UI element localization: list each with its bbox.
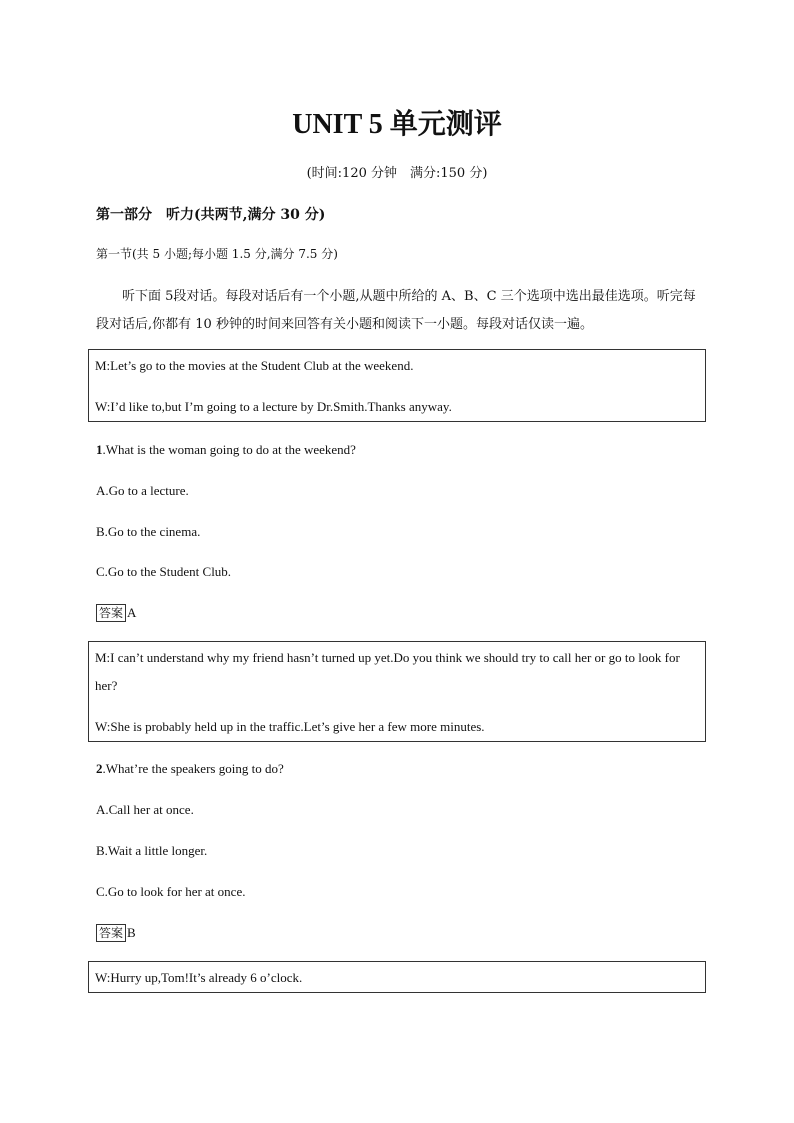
answer-label: 答案: [96, 604, 126, 622]
dialogue-box: [88, 349, 706, 422]
dialogue-line: W:She is probably held up in the traffic.Let’s give her a few more minutes.: [95, 719, 485, 734]
option-b: B.Go to the cinema.: [96, 524, 201, 539]
answer-row: [96, 604, 136, 622]
question-number: 1: [96, 442, 103, 457]
option-b: B.Wait a little longer.: [96, 843, 208, 858]
answer-value: B: [127, 925, 136, 940]
dialogue-line: W:Hurry up,Tom!It’s already 6 o’clock.: [95, 970, 303, 985]
listening-instructions: 听下面 5段对话。每段对话后有一个小题,从题中所给的 A、B、C 三个选项中选出最佳选项。听完每段对话后,你都有 10 秒钟的时间来回答有关小题和阅读下一小题。每段对话仅读一遍。: [96, 289, 696, 332]
section-one-heading: 第一节(共 5 小题;每小题 1.5 分,满分 7.5 分): [96, 247, 338, 261]
option-a: A.Call her at once.: [96, 802, 194, 817]
option-c: C.Go to look for her at once.: [96, 884, 246, 899]
option-a: A.Go to a lecture.: [96, 483, 189, 498]
question-text: .What is the woman going to do at the weekend?: [102, 442, 356, 457]
dialogue-box: [88, 961, 706, 993]
answer-row: [96, 924, 136, 942]
question-item: [96, 442, 356, 458]
question-text: .What’re the speakers going to do?: [102, 761, 284, 776]
answer-label: 答案: [96, 924, 126, 942]
question-item: [96, 761, 284, 777]
dialogue-line: M:Let’s go to the movies at the Student Club at the weekend.: [95, 358, 414, 373]
answer-value: A: [127, 605, 137, 620]
option-c: C.Go to the Student Club.: [96, 564, 232, 579]
part-one-heading: 第一部分 听力(共两节,满分 30 分): [96, 207, 326, 223]
question-number: 2: [96, 761, 103, 776]
exam-time-and-score: (时间:120 分钟 满分:150 分): [306, 166, 488, 181]
page-title: UNIT 5 单元测评: [292, 109, 502, 140]
dialogue-line: W:I’d like to,but I’m going to a lecture by Dr.Smith.Thanks anyway.: [95, 399, 452, 414]
dialogue-box: [88, 641, 706, 742]
dialogue-line: M:I can’t understand why my friend hasn’t turned up yet.Do you think we should try to call her or go to look for her?: [95, 650, 680, 693]
